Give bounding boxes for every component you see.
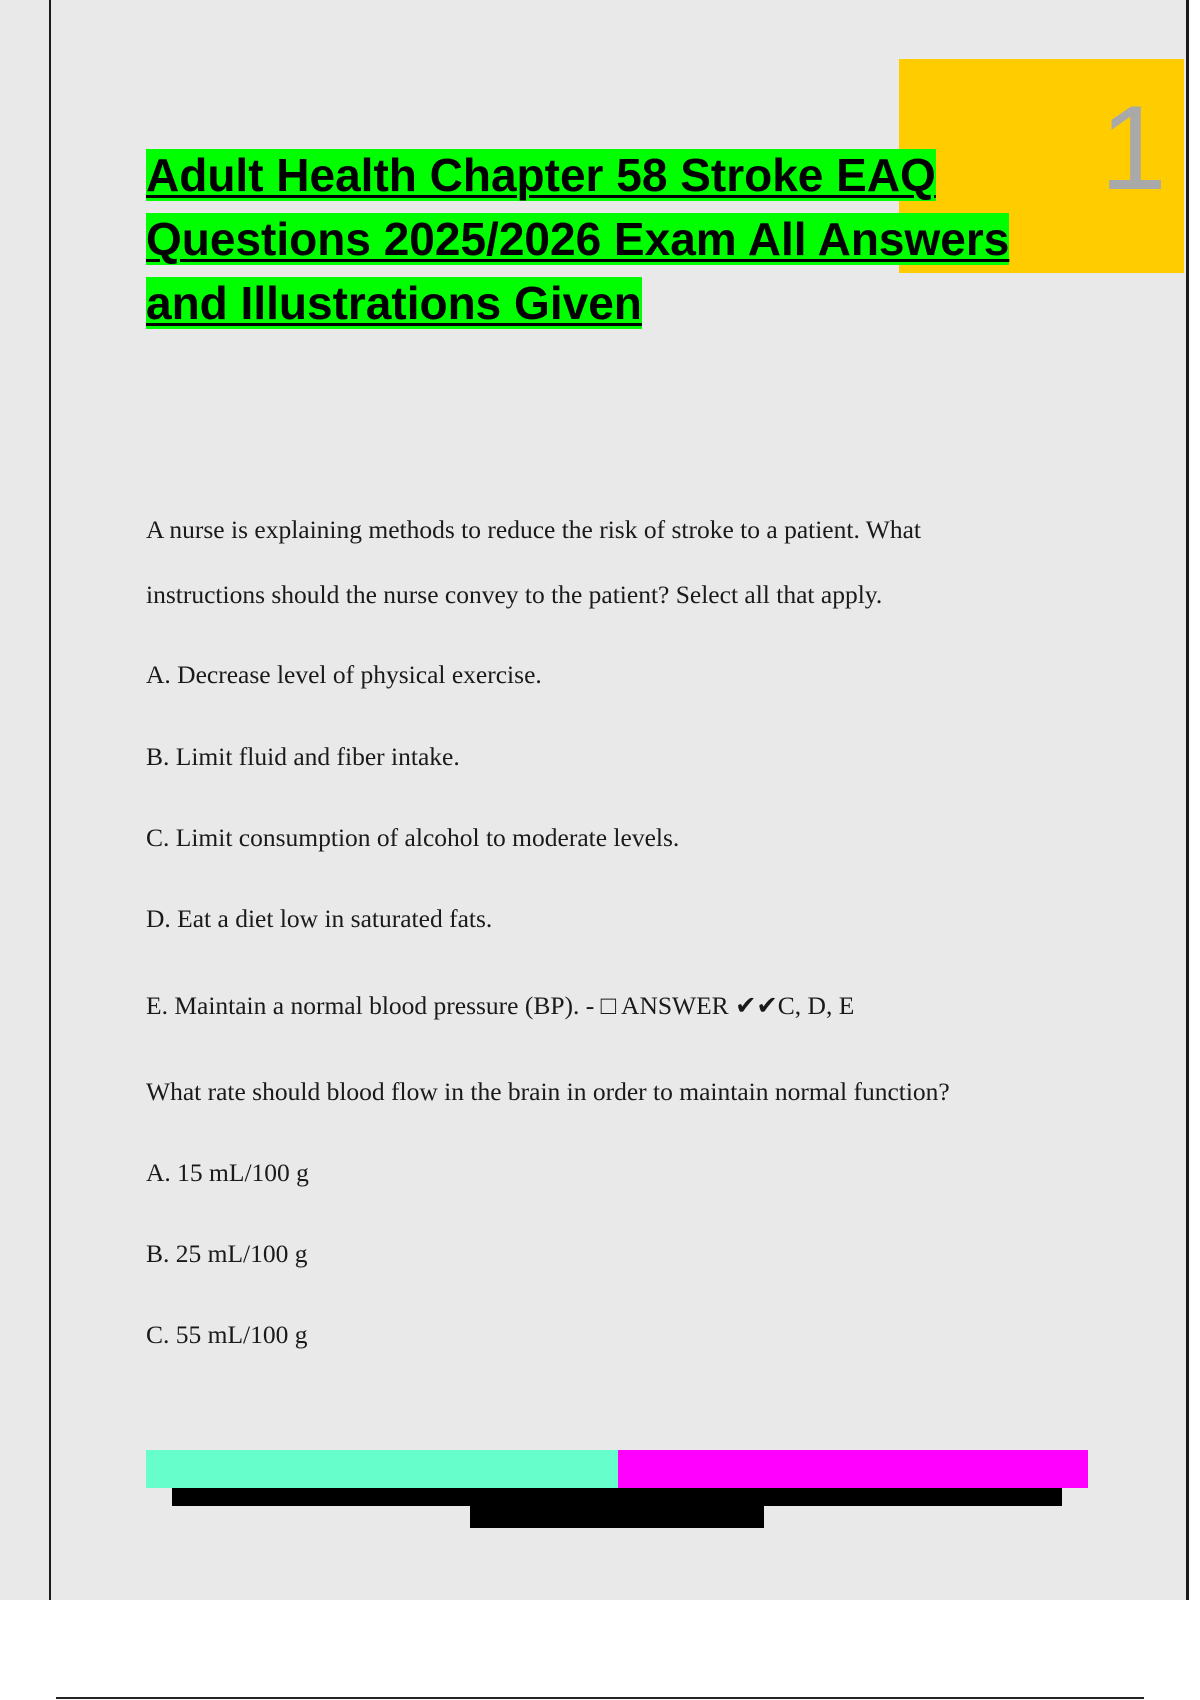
question1-stem-line-2: instructions should the nurse convey to the patient? Select all that apply.	[146, 580, 883, 609]
decorative-bar-black-narrow	[470, 1506, 764, 1528]
decorative-bar-black-wide	[172, 1488, 1062, 1506]
decorative-bar-magenta	[618, 1450, 1088, 1488]
question1-option-e-answer: E. Maintain a normal blood pressure (BP). - □ ANSWER ✔✔C, D, E	[146, 991, 855, 1020]
question2-option-a: A. 15 mL/100 g	[146, 1158, 309, 1187]
question2-option-c: C. 55 mL/100 g	[146, 1320, 308, 1349]
title-line-3: and Illustrations Given	[146, 277, 642, 329]
page-number: 1	[1100, 81, 1167, 215]
question1-option-a: A. Decrease level of physical exercise.	[146, 660, 542, 689]
question1-option-d: D. Eat a diet low in saturated fats.	[146, 904, 493, 933]
question1-stem-line-1: A nurse is explaining methods to reduce the risk of stroke to a patient. What	[146, 515, 921, 544]
question1-option-c: C. Limit consumption of alcohol to moderate levels.	[146, 823, 680, 852]
title-line-1: Adult Health Chapter 58 Stroke EAQ	[146, 149, 936, 201]
question2-stem: What rate should blood flow in the brain in order to maintain normal function?	[146, 1077, 950, 1106]
question1-option-b: B. Limit fluid and fiber intake.	[146, 742, 460, 771]
decorative-bar-cyan	[146, 1450, 618, 1488]
footer-rule	[56, 1697, 1144, 1699]
left-gutter	[0, 0, 49, 1600]
question2-option-b: B. 25 mL/100 g	[146, 1239, 308, 1268]
document-title	[146, 143, 1106, 335]
title-line-2: Questions 2025/2026 Exam All Answers	[146, 213, 1010, 265]
